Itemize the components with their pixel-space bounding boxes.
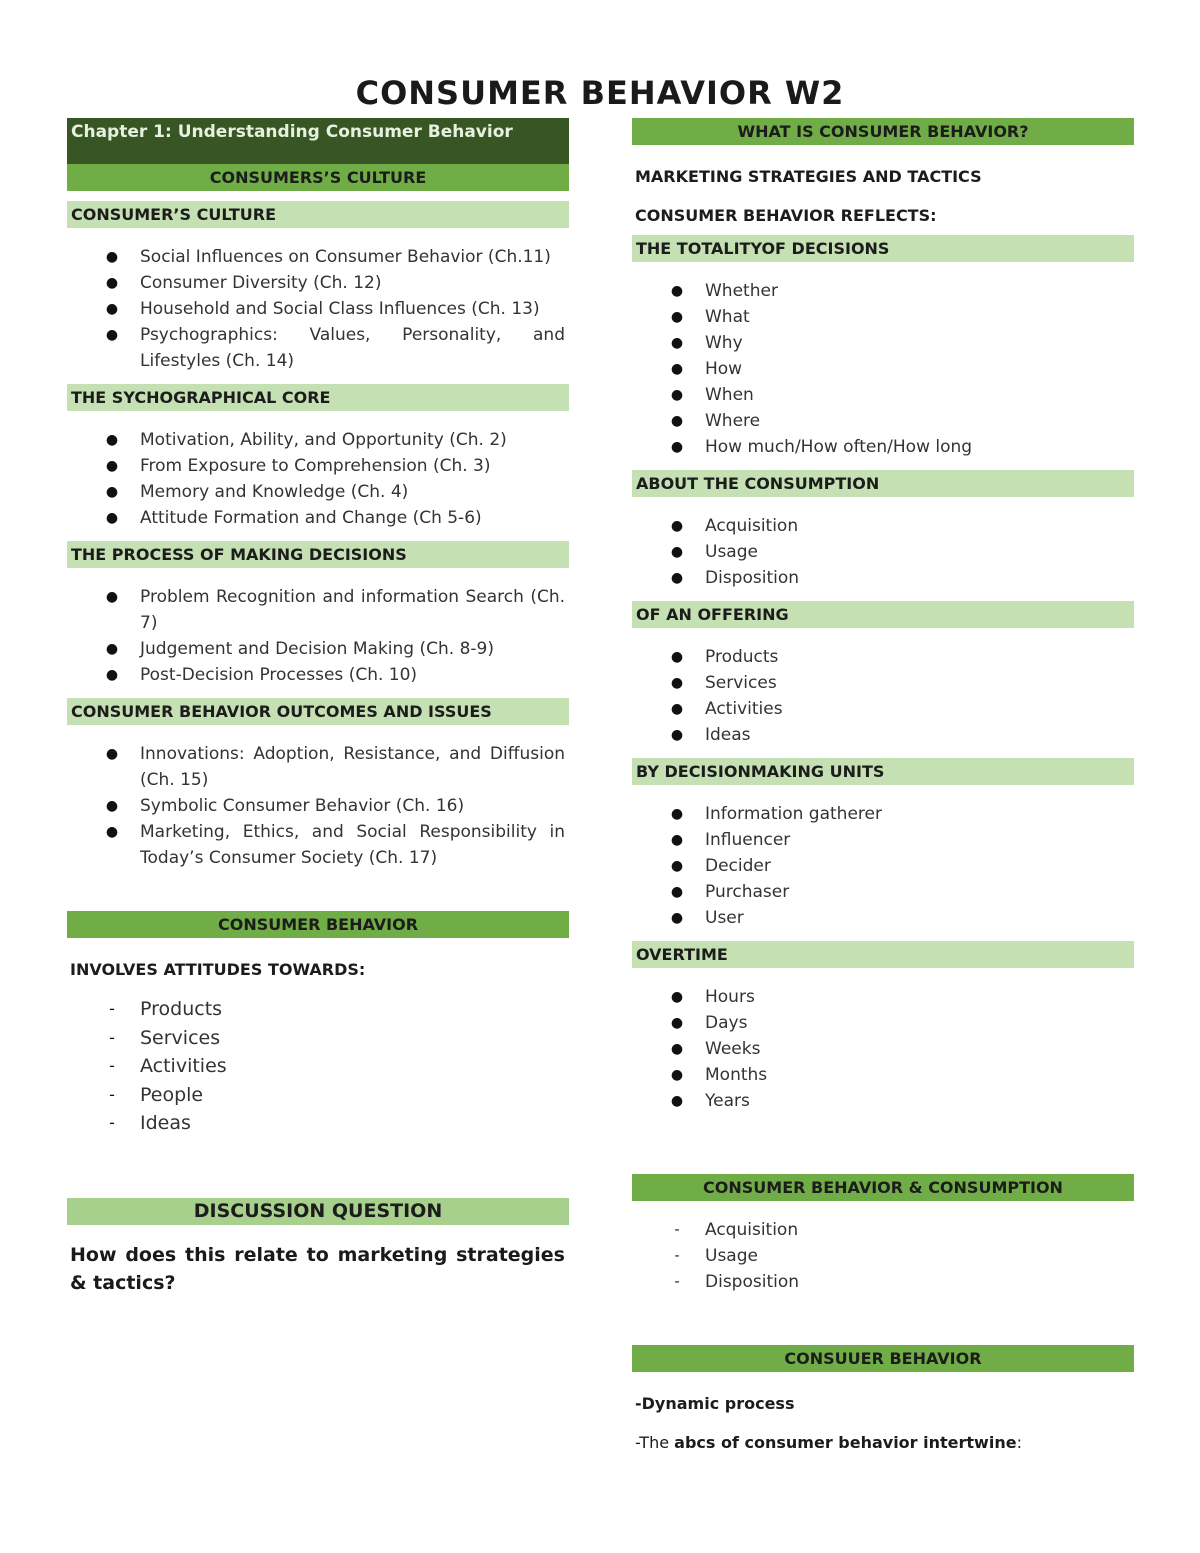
list-item-text: Influencer (705, 830, 791, 850)
bullet-icon: ● (670, 570, 684, 586)
what-banner: WHAT IS CONSUMER BEHAVIOR? (632, 118, 1134, 145)
bullet-icon: ● (670, 283, 684, 299)
list-item-text: Disposition (705, 1272, 800, 1292)
list-item (67, 793, 569, 819)
list-item (632, 801, 1134, 827)
dash-marker: - (674, 1248, 680, 1264)
list-item (632, 513, 1134, 539)
abcs-bold: abcs of consumer behavior intertwine (674, 1433, 1017, 1452)
list-item-text: Attitude Formation and Change (Ch 5-6) (140, 508, 482, 528)
list-item (632, 853, 1134, 879)
bullet-icon: ● (105, 458, 119, 474)
abcs-suffix: : (1016, 1433, 1022, 1452)
section-list (632, 513, 1134, 591)
bullet-icon: ● (670, 413, 684, 429)
list-item-text: People (140, 1083, 204, 1106)
section-list (632, 644, 1134, 748)
bullet-icon: ● (670, 439, 684, 455)
list-item (67, 453, 569, 479)
list-item-text: Acquisition (705, 516, 799, 536)
list-item-text: Activities (705, 699, 783, 719)
list-item-text: Information gatherer (705, 804, 882, 824)
section-list (632, 984, 1134, 1114)
list-item-text: Whether (705, 281, 778, 301)
section-list (632, 278, 1134, 460)
list-item (632, 670, 1134, 696)
list-item-text: How (705, 359, 743, 379)
section-list (632, 801, 1134, 931)
bullet-icon: ● (105, 746, 119, 762)
bullet-icon: ● (670, 544, 684, 560)
list-item-text: When (705, 385, 754, 405)
list-item (632, 879, 1134, 905)
list-item-text: Motivation, Ability, and Opportunity (Ch. 2) (140, 430, 507, 450)
list-item (632, 644, 1134, 670)
list-item-text: Disposition (705, 568, 800, 588)
dash-marker: - (109, 1084, 115, 1104)
section-header: ABOUT THE CONSUMPTION (632, 470, 1134, 497)
section-header: BY DECISIONMAKING UNITS (632, 758, 1134, 785)
bullet-icon: ● (105, 275, 119, 291)
bullet-icon: ● (105, 510, 119, 526)
list-item (67, 505, 569, 531)
dash-marker: - (109, 1113, 115, 1132)
bullet-icon: ● (105, 249, 119, 265)
list-item-text: Post-Decision Processes (Ch. 10) (140, 665, 418, 685)
bullet-icon: ● (670, 1093, 684, 1109)
list-item-text: Services (140, 1026, 221, 1049)
section-header: OVERTIME (632, 941, 1134, 968)
list-item (67, 296, 569, 322)
bullet-icon: ● (670, 309, 684, 325)
consuuer-banner: CONSUUER BEHAVIOR (632, 1345, 1134, 1372)
page-title: CONSUMER BEHAVIOR W2 (355, 74, 845, 112)
list-item-text: Consumer Diversity (Ch. 12) (140, 273, 382, 293)
bullet-icon: ● (105, 432, 119, 448)
list-item (67, 995, 569, 1024)
list-item (67, 322, 569, 374)
list-item (632, 382, 1134, 408)
list-item-text: Ideas (140, 1112, 191, 1134)
list-item-text: Memory and Knowledge (Ch. 4) (140, 482, 409, 502)
bullet-icon: ● (105, 798, 119, 814)
left-column (67, 118, 569, 1297)
bullet-icon: ● (105, 824, 119, 840)
section-header: THE TOTALITYOF DECISIONS (632, 235, 1134, 262)
dash-marker: - (674, 1274, 680, 1290)
list-item (67, 1024, 569, 1053)
list-item-text: Products (140, 998, 223, 1020)
section-header: OF AN OFFERING (632, 601, 1134, 628)
list-item-text: Decider (705, 856, 771, 876)
consumer-behavior-banner: CONSUMER BEHAVIOR (67, 911, 569, 938)
dynamic-line: -Dynamic process (635, 1394, 795, 1413)
list-item-text: Months (705, 1065, 768, 1085)
reflects-line: CONSUMER BEHAVIOR REFLECTS: (635, 206, 937, 225)
list-item (632, 408, 1134, 434)
list-item (67, 636, 569, 662)
consumption-list (632, 1217, 1134, 1295)
list-item-text: Where (705, 411, 761, 431)
list-item-text: Household and Social Class Influences (Ch. 13) (140, 299, 540, 319)
bullet-icon: ● (670, 858, 684, 874)
bullet-icon: ● (670, 989, 684, 1005)
list-item-text: From Exposure to Comprehension (Ch. 3) (140, 456, 491, 476)
abcs-prefix: -The (635, 1433, 675, 1452)
bullet-icon: ● (105, 641, 119, 657)
list-item (67, 1081, 569, 1110)
marketing-line: MARKETING STRATEGIES AND TACTICS (635, 167, 982, 186)
list-item-text: Products (705, 647, 779, 667)
left-sections (67, 201, 569, 871)
list-item (632, 1062, 1134, 1088)
dash-marker: - (109, 999, 115, 1018)
list-item-text: Usage (705, 1246, 758, 1266)
bullet-icon: ● (670, 361, 684, 377)
bullet-icon: ● (670, 910, 684, 926)
list-item-text: Marketing, Ethics, and Social Responsibility in Today’s Consumer Society (Ch. 17) (140, 822, 565, 868)
involves-list (67, 995, 569, 1138)
list-item-text: How much/How often/How long (705, 437, 973, 457)
list-item (632, 1088, 1134, 1114)
bullet-icon: ● (105, 484, 119, 500)
bullet-icon: ● (670, 1015, 684, 1031)
section-list (67, 584, 569, 688)
bullet-icon: ● (105, 301, 119, 317)
list-item-text: Activities (140, 1055, 227, 1077)
list-item (632, 356, 1134, 382)
list-item (67, 741, 569, 793)
list-item-text: Why (705, 333, 743, 353)
list-item-text: Years (705, 1091, 750, 1111)
list-item (67, 270, 569, 296)
right-sections (632, 235, 1134, 1114)
bullet-icon: ● (670, 1041, 684, 1057)
list-item (632, 278, 1134, 304)
bullet-icon: ● (670, 387, 684, 403)
bullet-icon: ● (105, 667, 119, 683)
list-item-text: Ideas (705, 725, 751, 745)
list-item (632, 1010, 1134, 1036)
bullet-icon: ● (670, 518, 684, 534)
list-item (632, 1243, 1134, 1269)
list-item (632, 722, 1134, 748)
list-item (67, 819, 569, 871)
section-header: THE SYCHOGRAPHICAL CORE (67, 384, 569, 411)
involves-heading: INVOLVES ATTITUDES TOWARDS: (70, 960, 366, 979)
list-item-text: Psychographics: Values, Personality, and Lifestyles (Ch. 14) (140, 325, 565, 371)
list-item (67, 479, 569, 505)
list-item-text: Services (705, 673, 777, 693)
list-item-text: User (705, 908, 744, 928)
list-item-text: Purchaser (705, 882, 790, 902)
section-header: CONSUMER’S CULTURE (67, 201, 569, 228)
list-item (632, 539, 1134, 565)
list-item (67, 244, 569, 270)
list-item (632, 565, 1134, 591)
list-item (632, 905, 1134, 931)
list-item-text: Hours (705, 987, 755, 1007)
list-item (632, 330, 1134, 356)
list-item (632, 304, 1134, 330)
list-item (632, 984, 1134, 1010)
bullet-icon: ● (105, 589, 119, 605)
culture-banner: CONSUMERS’S CULTURE (67, 164, 569, 191)
discussion-banner: DISCUSSION QUESTION (67, 1198, 569, 1225)
bullet-icon: ● (670, 884, 684, 900)
list-item (632, 434, 1134, 460)
list-item-text: Acquisition (705, 1220, 799, 1240)
right-column (632, 118, 1134, 1452)
section-list (67, 244, 569, 374)
list-item-text: Judgement and Decision Making (Ch. 8-9) (140, 639, 494, 659)
list-item-text: Usage (705, 542, 758, 562)
list-item (67, 427, 569, 453)
section-list (67, 741, 569, 871)
list-item-text: Problem Recognition and information Search (Ch. 7) (140, 587, 565, 633)
list-item-text: What (705, 307, 750, 327)
abcs-line (635, 1433, 1134, 1452)
list-item (632, 1217, 1134, 1243)
list-item-text: Social Influences on Consumer Behavior (Ch.11) (140, 247, 551, 267)
section-header: THE PROCESS OF MAKING DECISIONS (67, 541, 569, 568)
list-item (632, 827, 1134, 853)
list-item (67, 1109, 569, 1138)
list-item (67, 584, 569, 636)
list-item (632, 1036, 1134, 1062)
section-header: CONSUMER BEHAVIOR OUTCOMES AND ISSUES (67, 698, 569, 725)
bullet-icon: ● (105, 327, 119, 343)
consumption-banner: CONSUMER BEHAVIOR & CONSUMPTION (632, 1174, 1134, 1201)
dash-marker: - (109, 1027, 115, 1047)
section-list (67, 427, 569, 531)
bullet-icon: ● (670, 335, 684, 351)
list-item (632, 696, 1134, 722)
bullet-icon: ● (670, 675, 684, 691)
bullet-icon: ● (670, 832, 684, 848)
dash-marker: - (109, 1056, 115, 1075)
bullet-icon: ● (670, 701, 684, 717)
list-item-text: Symbolic Consumer Behavior (Ch. 16) (140, 796, 465, 816)
list-item-text: Days (705, 1013, 748, 1033)
discussion-question: How does this relate to marketing strategies & tactics? (70, 1243, 565, 1294)
list-item (67, 1052, 569, 1081)
list-item-text: Innovations: Adoption, Resistance, and Diffusion (Ch. 15) (140, 744, 565, 790)
list-item-text: Weeks (705, 1039, 761, 1059)
bullet-icon: ● (670, 649, 684, 665)
chapter-banner: Chapter 1: Understanding Consumer Behavior (67, 118, 569, 164)
list-item (632, 1269, 1134, 1295)
dash-marker: - (674, 1222, 680, 1238)
bullet-icon: ● (670, 806, 684, 822)
bullet-icon: ● (670, 727, 684, 743)
bullet-icon: ● (670, 1067, 684, 1083)
list-item (67, 662, 569, 688)
